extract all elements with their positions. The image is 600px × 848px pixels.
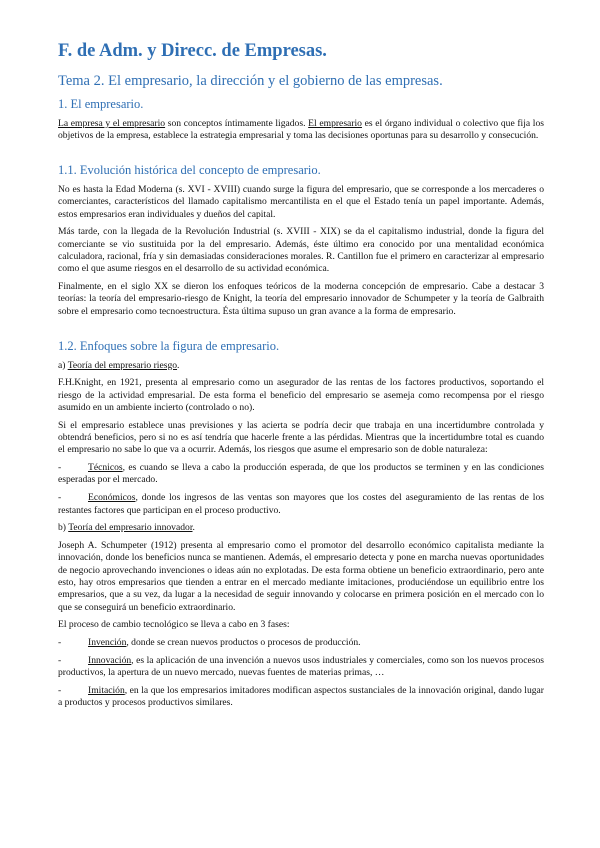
section-heading-1-1: 1.1. Evolución histórica del concepto de empresario. — [58, 163, 321, 178]
text-run: es el órgano individual o colectivo que fija los objetivos de la empresa, establece la estrategia empresarial y toma las decisiones oportunas para su desarrollo y consecución. — [58, 118, 545, 142]
paragraph: No es hasta la Edad Moderna (s. XVI - XVIII) cuando surge la figura del empresario, que se corresponde a los mercaderes o comerciantes, característicos del llamado capitalismo mercantilista en el que el Estado tenía un papel importante. Además, estos empresarios eran individuales y dueños del capital. — [58, 184, 544, 220]
paragraph: Joseph A. Schumpeter (1912) presenta al empresario como el promotor del desarrollo económico capitalista mediante la innovación, donde los beneficios nunca se mantienen. Además, el empresario detecta y pone en marcha nuevas oportunidades de negocio aprovechando invenciones o ideas aún no explotadas. De esta forma obtiene un beneficio extraordinario, pero ante esto, hay otros empresarios que tienden a entrar en el mercado mediante imitaciones, produciéndose un equilibrio entre los empresarios, que a su vez, da lugar a la necesidad de seguir innovando y colocarse en primera posición en el mercado con lo que se conseguirá un beneficio extraordinario. — [58, 540, 544, 613]
list-marker: a) — [58, 359, 68, 371]
underlined-term: Imitación — [88, 685, 125, 697]
paragraph: F.H.Knight, en 1921, presenta al empresario como un asegurador de las rentas de los factores productivos, soportando el riesgo de la actividad empresarial. De esta forma el beneficio del empresario se asemeja como recompensa por el riesgo asumido en un ambiente incierto (controlado o no). — [58, 377, 544, 413]
list-item — [58, 655, 544, 680]
list-item — [58, 462, 544, 487]
text-run: , donde se crean nuevos productos o procesos de producción. — [126, 637, 361, 649]
text-run: . — [192, 522, 195, 534]
underlined-term: Técnicos — [88, 462, 123, 474]
paragraph — [58, 118, 544, 143]
list-dash: - — [58, 492, 62, 504]
text-run: , es cuando se lleva a cabo la producción esperada, de que los productos se terminen y en las condiciones esperadas por el mercado. — [58, 462, 544, 486]
underlined-term: La empresa y el empresario — [58, 118, 166, 129]
underlined-term: Teoría del empresario riesgo — [67, 359, 178, 371]
topic-title: Tema 2. El empresario, la dirección y el gobierno de las empresas. — [58, 73, 443, 89]
list-item — [58, 637, 544, 649]
paragraph: Si el empresario establece unas previsiones y las acierta se podría decir que trabaja en una incertidumbre controlada y obtendrá beneficios, pero si no es así tendría que hacerle frente a las pérdidas. Mientras que la incertidumbre total es cuando el empresario no sabe lo que va a ocurrir. Además, los riesgos que asume el empresario son de doble naturaleza: — [58, 419, 544, 456]
list-dash: - — [58, 685, 62, 697]
underlined-term: Teoría del empresario innovador — [68, 522, 193, 534]
section-heading-1: 1. El empresario. — [58, 97, 144, 111]
underlined-term: El empresario — [308, 118, 362, 129]
text-run: , en la que los empresarios imitadores modifican aspectos sustanciales de la innovación original, dando lugar a productos y procesos productivos similares. — [58, 685, 544, 709]
text-run: , donde los ingresos de las ventas son mayores que los costes del aseguramiento de las rentas de los restantes factores que participan en el proceso productivo. — [58, 492, 544, 516]
document-title: F. de Adm. y Direcc. de Empresas. — [58, 41, 327, 61]
list-marker: b) — [58, 522, 69, 534]
list-dash: - — [58, 462, 62, 474]
list-dash: - — [58, 655, 62, 666]
underlined-term: Invención — [88, 637, 127, 649]
underlined-term: Innovación — [88, 655, 132, 666]
text-run: son conceptos íntimamente ligados. — [165, 118, 309, 129]
list-item — [58, 685, 544, 710]
list-item — [58, 492, 544, 517]
section-heading-1-2: 1.2. Enfoques sobre la figura de empresario. — [58, 338, 280, 353]
subheading-b — [58, 522, 544, 534]
underlined-term: Económicos — [88, 492, 136, 504]
paragraph: Más tarde, con la llegada de la Revolución Industrial (s. XVIII - XIX) se da el capitalismo industrial, donde la figura del comerciante se vio sustituida por la del empresario. Además, éste último era conocido por una mentalidad económica calculadora, racional, fría y sin demasiadas consideraciones morales. R. Cantillon fue el primero en caracterizar al empresario como el que asume riesgos en el desarrollo de su actividad económica. — [58, 226, 544, 275]
paragraph: El proceso de cambio tecnológico se lleva a cabo en 3 fases: — [58, 619, 290, 631]
subheading-a — [58, 360, 544, 372]
paragraph: Finalmente, en el siglo XX se dieron los enfoques teóricos de la moderna concepción de empresario. Cabe a destacar 3 teorías: la teoría del empresario-riesgo de Knight, la teoría del empresario innovador de Schumpeter y la teoría de Galbraith sobre el empresario como tecnoestructura. Ésta última supuso un gran avance a la forma de empresario. — [58, 281, 544, 317]
list-dash: - — [58, 637, 62, 649]
text-run: , es la aplicación de una invención a nuevos usos industriales y comerciales, como son los nuevos procesos productivos, la apertura de un nuevo mercado, nuevas fuentes de materias primas, … — [58, 655, 544, 679]
text-run: . — [177, 359, 180, 371]
